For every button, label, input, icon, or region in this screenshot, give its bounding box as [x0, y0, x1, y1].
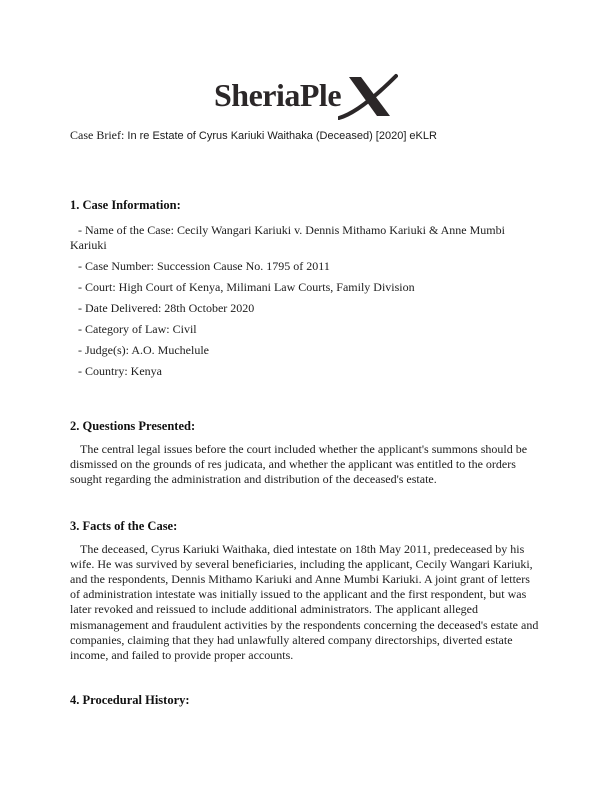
case-info-item: - Case Number: Succession Cause No. 1795 of 2011: [78, 259, 330, 273]
case-info-item: - Name of the Case: Cecily Wangari Kariuki v. Dennis Mithamo Kariuki & Anne Mumbi Kariuki: [70, 223, 505, 252]
case-info-item: - Judge(s): A.O. Muchelule: [78, 343, 209, 357]
document-title: [70, 128, 542, 144]
section-paragraph: The deceased, Cyrus Kariuki Waithaka, died intestate on 18th May 2011, predeceased by his wife. He was survived by several beneficiaries, including the applicant, Cecily Wangari Kariuki, and the respondents, Dennis Mithamo Kariuki and Anne Mumbi Kariuki. A joint grant of letters of administration intestate was initially issued to the applicant and the first respondent, but was later revoked and reissued to include additional administrators. The applicant alleged mismanagement and fraudulent activities by the respondents concerning the deceased's estate and companies, claiming that they had unlawfully altered company directorships, diverted estate income, and failed to provide proper accounts.: [70, 541, 539, 663]
brand-logo: [70, 75, 542, 120]
section-procedural-history: [70, 693, 542, 708]
case-info-item: - Category of Law: Civil: [78, 322, 197, 336]
logo-wordmark: SheriaPle: [213, 77, 342, 113]
logo-x-icon: [338, 73, 398, 121]
section-heading: 1. Case Information:: [70, 198, 181, 212]
section-heading: 4. Procedural History:: [70, 693, 190, 708]
case-brief-sections: [70, 198, 542, 708]
document-title-label: Case Brief:: [70, 128, 125, 142]
case-info-item: - Court: High Court of Kenya, Milimani Law Courts, Family Division: [78, 280, 415, 294]
section-questions-presented: [70, 419, 542, 488]
section-heading: 3. Facts of the Case:: [70, 518, 178, 533]
section-facts-of-the-case: [70, 519, 542, 664]
section-paragraph: The central legal issues before the court included whether the applicant's summons should be dismissed on the grounds of res judicata, and whether the applicant was entitled to the orders sought regarding the administration and distribution of the deceased's estate.: [70, 442, 528, 487]
case-info-item: - Country: Kenya: [78, 364, 162, 378]
document-title-text: In re Estate of Cyrus Kariuki Waithaka (Deceased) [2020] eKLR: [124, 130, 437, 142]
case-info-item: - Date Delivered: 28th October 2020: [78, 301, 255, 315]
section-heading: 2. Questions Presented:: [70, 419, 196, 433]
section-case-information: [70, 198, 542, 379]
